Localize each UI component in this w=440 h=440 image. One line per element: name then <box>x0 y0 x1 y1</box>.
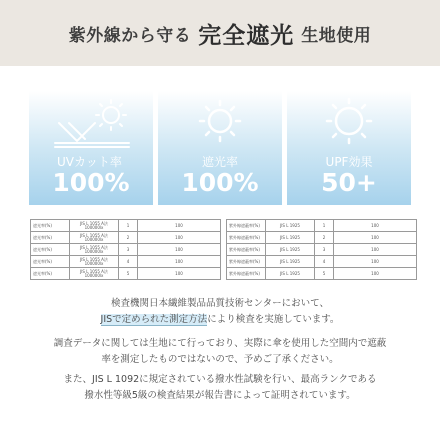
row-standard: JIS L 1055 A法 100000lx <box>70 244 119 256</box>
row-value: 100 <box>334 244 417 256</box>
water-repellent-note <box>0 372 440 404</box>
note-line: 調査データに関しては生地にて行っており、実際に傘を使用した空間内で遮蔽 <box>53 338 387 349</box>
row-value: 100 <box>138 232 221 244</box>
note-line: 率を測定したものではないので、予めご了承ください。 <box>101 354 339 365</box>
row-number: 3 <box>315 244 334 256</box>
jis-method-highlight: JISで定められた測定方法 <box>100 314 208 325</box>
row-standard: JIS L 1925 <box>266 220 315 232</box>
note-text: により検査を実施しています。 <box>207 314 340 325</box>
row-number: 4 <box>119 256 138 268</box>
row-standard: JIS L 1055 A法 100000lx <box>70 256 119 268</box>
sun-icon <box>158 91 282 161</box>
row-label: 紫外線遮蔽率(%) <box>227 232 266 244</box>
table-row <box>31 268 221 280</box>
uv-cut-label: UVカット率 <box>57 155 122 169</box>
sun-uv-cut-icon <box>29 91 153 161</box>
header-text-1: 紫外線から守る <box>68 25 192 46</box>
row-standard: JIS L 1055 A法 100000lx <box>70 220 119 232</box>
header-text-2: 完全遮光 <box>198 22 295 49</box>
row-label: 遮光率(%) <box>31 220 70 232</box>
upf-label: UPF効果 <box>325 155 373 169</box>
row-value: 100 <box>138 268 221 280</box>
sun-icon <box>287 91 411 161</box>
uv-cut-value: 100% <box>52 168 130 197</box>
row-number: 1 <box>119 220 138 232</box>
table-row <box>31 232 221 244</box>
row-standard: JIS L 1925 <box>266 256 315 268</box>
shading-rate-value: 100% <box>181 168 259 197</box>
row-number: 2 <box>119 232 138 244</box>
row-value: 100 <box>138 256 221 268</box>
row-label: 遮光率(%) <box>31 244 70 256</box>
row-value: 100 <box>334 256 417 268</box>
note-line: また、JIS L 1092に規定されている撥水性試験を行い、最高ランクである <box>63 374 377 385</box>
table-row <box>31 256 221 268</box>
table-row <box>31 244 221 256</box>
table-row <box>227 256 417 268</box>
table-row <box>227 232 417 244</box>
note-line: 撥水性等級5級の検査結果が報告書によって証明されています。 <box>84 390 356 401</box>
inspection-note <box>0 296 440 328</box>
header-banner <box>0 0 440 66</box>
note-line <box>0 312 440 328</box>
row-label: 紫外線遮蔽率(%) <box>227 244 266 256</box>
row-label: 遮光率(%) <box>31 256 70 268</box>
table-row <box>31 220 221 232</box>
row-value: 100 <box>138 220 221 232</box>
row-label: 紫外線遮蔽率(%) <box>227 220 266 232</box>
row-label: 遮光率(%) <box>31 268 70 280</box>
shading-test-table <box>30 219 221 280</box>
header-text-3: 生地使用 <box>301 25 372 46</box>
row-number: 3 <box>119 244 138 256</box>
row-label: 遮光率(%) <box>31 232 70 244</box>
row-label: 紫外線遮蔽率(%) <box>227 268 266 280</box>
row-standard: JIS L 1925 <box>266 244 315 256</box>
row-value: 100 <box>138 244 221 256</box>
row-number: 1 <box>315 220 334 232</box>
row-standard: JIS L 1055 A法 100000lx <box>70 232 119 244</box>
row-standard: JIS L 1925 <box>266 232 315 244</box>
row-value: 100 <box>334 268 417 280</box>
uv-cut-card <box>29 91 153 205</box>
upf-value: 50+ <box>321 168 377 197</box>
row-number: 5 <box>315 268 334 280</box>
disclaimer-note <box>0 336 440 368</box>
table-row <box>227 268 417 280</box>
row-number: 5 <box>119 268 138 280</box>
row-number: 4 <box>315 256 334 268</box>
uv-test-table <box>226 219 417 280</box>
row-standard: JIS L 1925 <box>266 268 315 280</box>
row-value: 100 <box>334 232 417 244</box>
shading-rate-label: 遮光率 <box>201 155 238 169</box>
row-label: 紫外線遮蔽率(%) <box>227 256 266 268</box>
note-line: 検査機関日本繊維製品品質技術センターにおいて、 <box>111 298 329 309</box>
table-row <box>227 244 417 256</box>
upf-card <box>287 91 411 205</box>
row-standard: JIS L 1055 A法 100000lx <box>70 268 119 280</box>
shading-rate-card <box>158 91 282 205</box>
row-number: 2 <box>315 232 334 244</box>
table-row <box>227 220 417 232</box>
row-value: 100 <box>334 220 417 232</box>
